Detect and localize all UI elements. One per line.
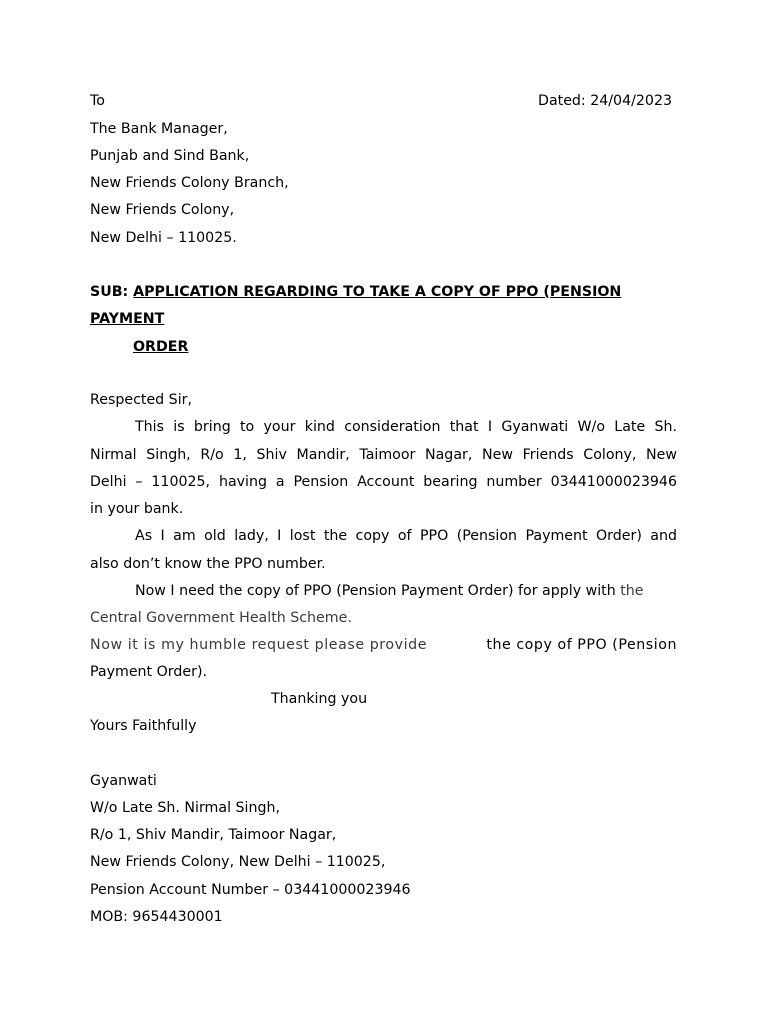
subject-text: ORDER [133, 339, 189, 355]
signature-line: W/o Late Sh. Nirmal Singh, [90, 800, 280, 816]
paragraph-line [486, 636, 677, 654]
paragraph-text: Now it is my humble request please provide [90, 637, 428, 653]
paragraph-text: This is bring to your kind consideration that I Gyanwati W/o Late Sh. [135, 419, 677, 435]
subject-prefix: SUB: [90, 284, 134, 300]
paragraph-line [90, 418, 677, 436]
paragraph-text: Nirmal Singh, R/o 1, Shiv Mandir, Taimoor Nagar, New Friends Colony, New [90, 447, 677, 463]
recipient-line: New Friends Colony Branch, [90, 175, 289, 191]
paragraph-text: Delhi – 110025, having a Pension Account bearing number 03441000023946 [90, 474, 677, 490]
paragraph-line [90, 527, 677, 545]
recipient-line: Punjab and Sind Bank, [90, 148, 250, 164]
signature-line: R/o 1, Shiv Mandir, Taimoor Nagar, [90, 827, 337, 843]
thanking-line: Thanking you [271, 691, 368, 707]
date-label: Dated: 24/04/2023 [538, 93, 672, 109]
paragraph-text: the copy of PPO (Pension [486, 637, 677, 653]
signature-name: Gyanwati [90, 773, 157, 789]
paragraph-line: also don’t know the PPO number. [90, 556, 326, 572]
salutation: Respected Sir, [90, 392, 192, 408]
recipient-line: New Friends Colony, [90, 202, 235, 218]
subject-text: PAYMENT [90, 311, 165, 327]
paragraph-text: Now I need the copy of PPO (Pension Payment Order) for apply with [135, 583, 621, 599]
subject-line [90, 283, 621, 301]
paragraph-line [90, 473, 677, 491]
paragraph-line [90, 446, 677, 464]
subject-line [90, 310, 164, 328]
recipient-line: The Bank Manager, [90, 121, 228, 137]
paragraph-line: in your bank. [90, 501, 184, 517]
signature-line: MOB: 9654430001 [90, 909, 223, 925]
paragraph-text: the [620, 583, 644, 599]
subject-line [90, 338, 188, 356]
paragraph-text: As I am old lady, I lost the copy of PPO (Pension Payment Order) and [135, 528, 677, 544]
paragraph-line: Payment Order). [90, 664, 207, 680]
paragraph-line [90, 636, 427, 654]
recipient-line: New Delhi – 110025. [90, 230, 237, 246]
signature-line: New Friends Colony, New Delhi – 110025, [90, 854, 386, 870]
paragraph-line: Central Government Health Scheme. [90, 610, 352, 626]
paragraph-line [135, 582, 644, 600]
closing-line: Yours Faithfully [90, 718, 197, 734]
signature-line: Pension Account Number – 03441000023946 [90, 882, 411, 898]
subject-text: APPLICATION REGARDING TO TAKE A COPY OF PPO (PENSION [133, 284, 622, 300]
to-label: To [90, 93, 105, 109]
